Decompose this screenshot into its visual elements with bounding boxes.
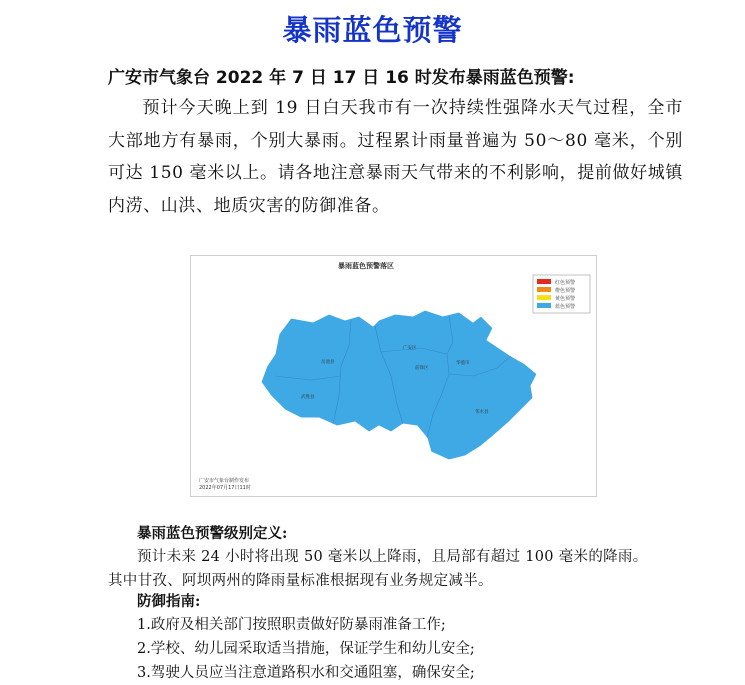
map-title: 暴雨蓝色预警落区: [338, 262, 394, 270]
legend-swatch-orange: [537, 287, 551, 292]
city-outline: [261, 310, 537, 460]
document-title: 暴雨蓝色预警: [282, 13, 463, 47]
legend-swatch-blue: [537, 303, 551, 308]
region-label: 邻水县: [475, 410, 489, 415]
legend-label-yellow: 黄色预警: [555, 296, 576, 302]
legend-swatch-red: [537, 279, 551, 284]
map-footer-org: 广安市气象台制作发布: [199, 478, 250, 484]
legend-swatch-yellow: [537, 295, 551, 300]
map-legend: [533, 275, 590, 313]
definition-heading: 暴雨蓝色预警级别定义:: [137, 525, 288, 542]
legend-label-red: 红色预警: [555, 280, 576, 286]
guide-heading: 防御指南:: [137, 593, 201, 610]
forecast-paragraph: [108, 92, 683, 222]
region-label: 前锋区: [415, 366, 429, 371]
region-label: 岳池县: [321, 360, 335, 365]
legend-label-orange: 橙色预警: [555, 288, 576, 294]
legend-label-blue: 蓝色预警: [555, 304, 576, 310]
warning-map: [190, 255, 597, 497]
guide-item: 1.政府及相关部门按照职责做好防暴雨准备工作;: [137, 617, 446, 633]
region-label: 华蓥市: [456, 361, 470, 366]
guide-item: 2.学校、幼儿园采取适当措施，保证学生和幼儿安全;: [137, 641, 475, 657]
region-label: 广安区: [403, 346, 417, 351]
issuer-line: 广安市气象台 2022 年 7 日 17 日 16 时发布暴雨蓝色预警:: [108, 68, 575, 88]
forecast-text: 预计今天晚上到 19 日白天我市有一次持续性强降水天气过程，全市大部地方有暴雨，个别大暴雨。过程累计雨量普遍为 50～80 毫米，个别可达 150 毫米以上。请各地注意暴雨天气带来的不利影响，提前做好城镇内涝、山洪、地质灾害的防御准备。: [108, 98, 683, 216]
definition-line-2: 其中甘孜、阿坝两州的降雨量标准根据现有业务规定减半。: [108, 573, 493, 589]
map-footer-date: 2022年07月17日11时: [199, 485, 251, 491]
definition-line-1: 预计未来 24 小时将出现 50 毫米以上降雨，且局部有超过 100 毫米的降雨。: [137, 549, 648, 565]
guide-item: 3.驾驶人员应当注意道路积水和交通阻塞，确保安全;: [137, 665, 475, 681]
warning-map-svg: [191, 256, 596, 496]
region-label: 武胜县: [301, 395, 315, 400]
